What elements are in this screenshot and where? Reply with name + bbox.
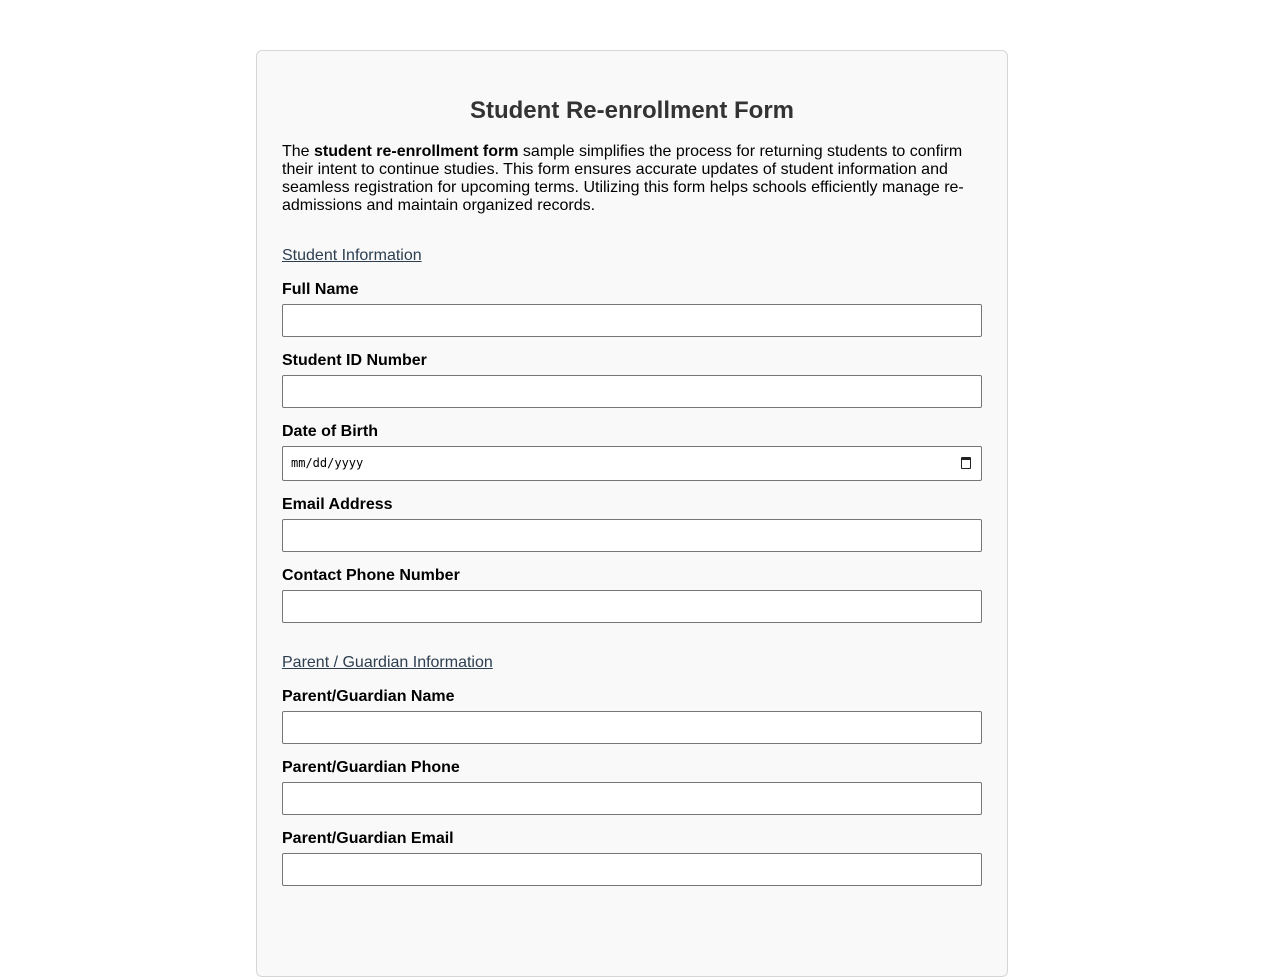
phone-input[interactable] bbox=[282, 590, 982, 623]
field-full-name bbox=[282, 281, 982, 337]
intro-suffix: sample simplifies the process for returning students to confirm their intent to continue studies. This form ensures accurate updates of student information and seamless registration for upcoming terms. Utilizing this form helps schools efficiently manage re-admissions and maintain organized records. bbox=[282, 143, 964, 214]
field-phone bbox=[282, 567, 982, 623]
parent-name-input[interactable] bbox=[282, 711, 982, 744]
intro-bold: student re-enrollment form bbox=[314, 143, 519, 160]
field-email bbox=[282, 496, 982, 552]
section-heading-parent: Parent / Guardian Information bbox=[282, 654, 493, 671]
parent-email-input[interactable] bbox=[282, 853, 982, 886]
date-of-birth-label: Date of Birth bbox=[282, 423, 378, 440]
date-placeholder: mm/dd/yyyy bbox=[291, 456, 364, 470]
parent-name-label: Parent/Guardian Name bbox=[282, 688, 455, 705]
parent-phone-input[interactable] bbox=[282, 782, 982, 815]
field-parent-email bbox=[282, 830, 982, 886]
student-id-input[interactable] bbox=[282, 375, 982, 408]
section-heading-student: Student Information bbox=[282, 247, 422, 264]
email-label: Email Address bbox=[282, 496, 393, 513]
full-name-input[interactable] bbox=[282, 304, 982, 337]
email-input[interactable] bbox=[282, 519, 982, 552]
full-name-label: Full Name bbox=[282, 281, 359, 298]
calendar-icon[interactable] bbox=[961, 457, 971, 469]
intro-text bbox=[282, 143, 982, 215]
date-of-birth-input[interactable] bbox=[282, 446, 982, 481]
field-parent-name bbox=[282, 688, 982, 744]
student-id-label: Student ID Number bbox=[282, 352, 427, 369]
parent-phone-label: Parent/Guardian Phone bbox=[282, 759, 460, 776]
parent-email-label: Parent/Guardian Email bbox=[282, 830, 454, 847]
intro-prefix: The bbox=[282, 143, 315, 160]
page-title: Student Re-enrollment Form bbox=[469, 97, 794, 124]
field-date-of-birth bbox=[282, 423, 982, 481]
field-parent-phone bbox=[282, 759, 982, 815]
field-student-id bbox=[282, 352, 982, 408]
phone-label: Contact Phone Number bbox=[282, 567, 460, 584]
form-card bbox=[256, 50, 1008, 977]
